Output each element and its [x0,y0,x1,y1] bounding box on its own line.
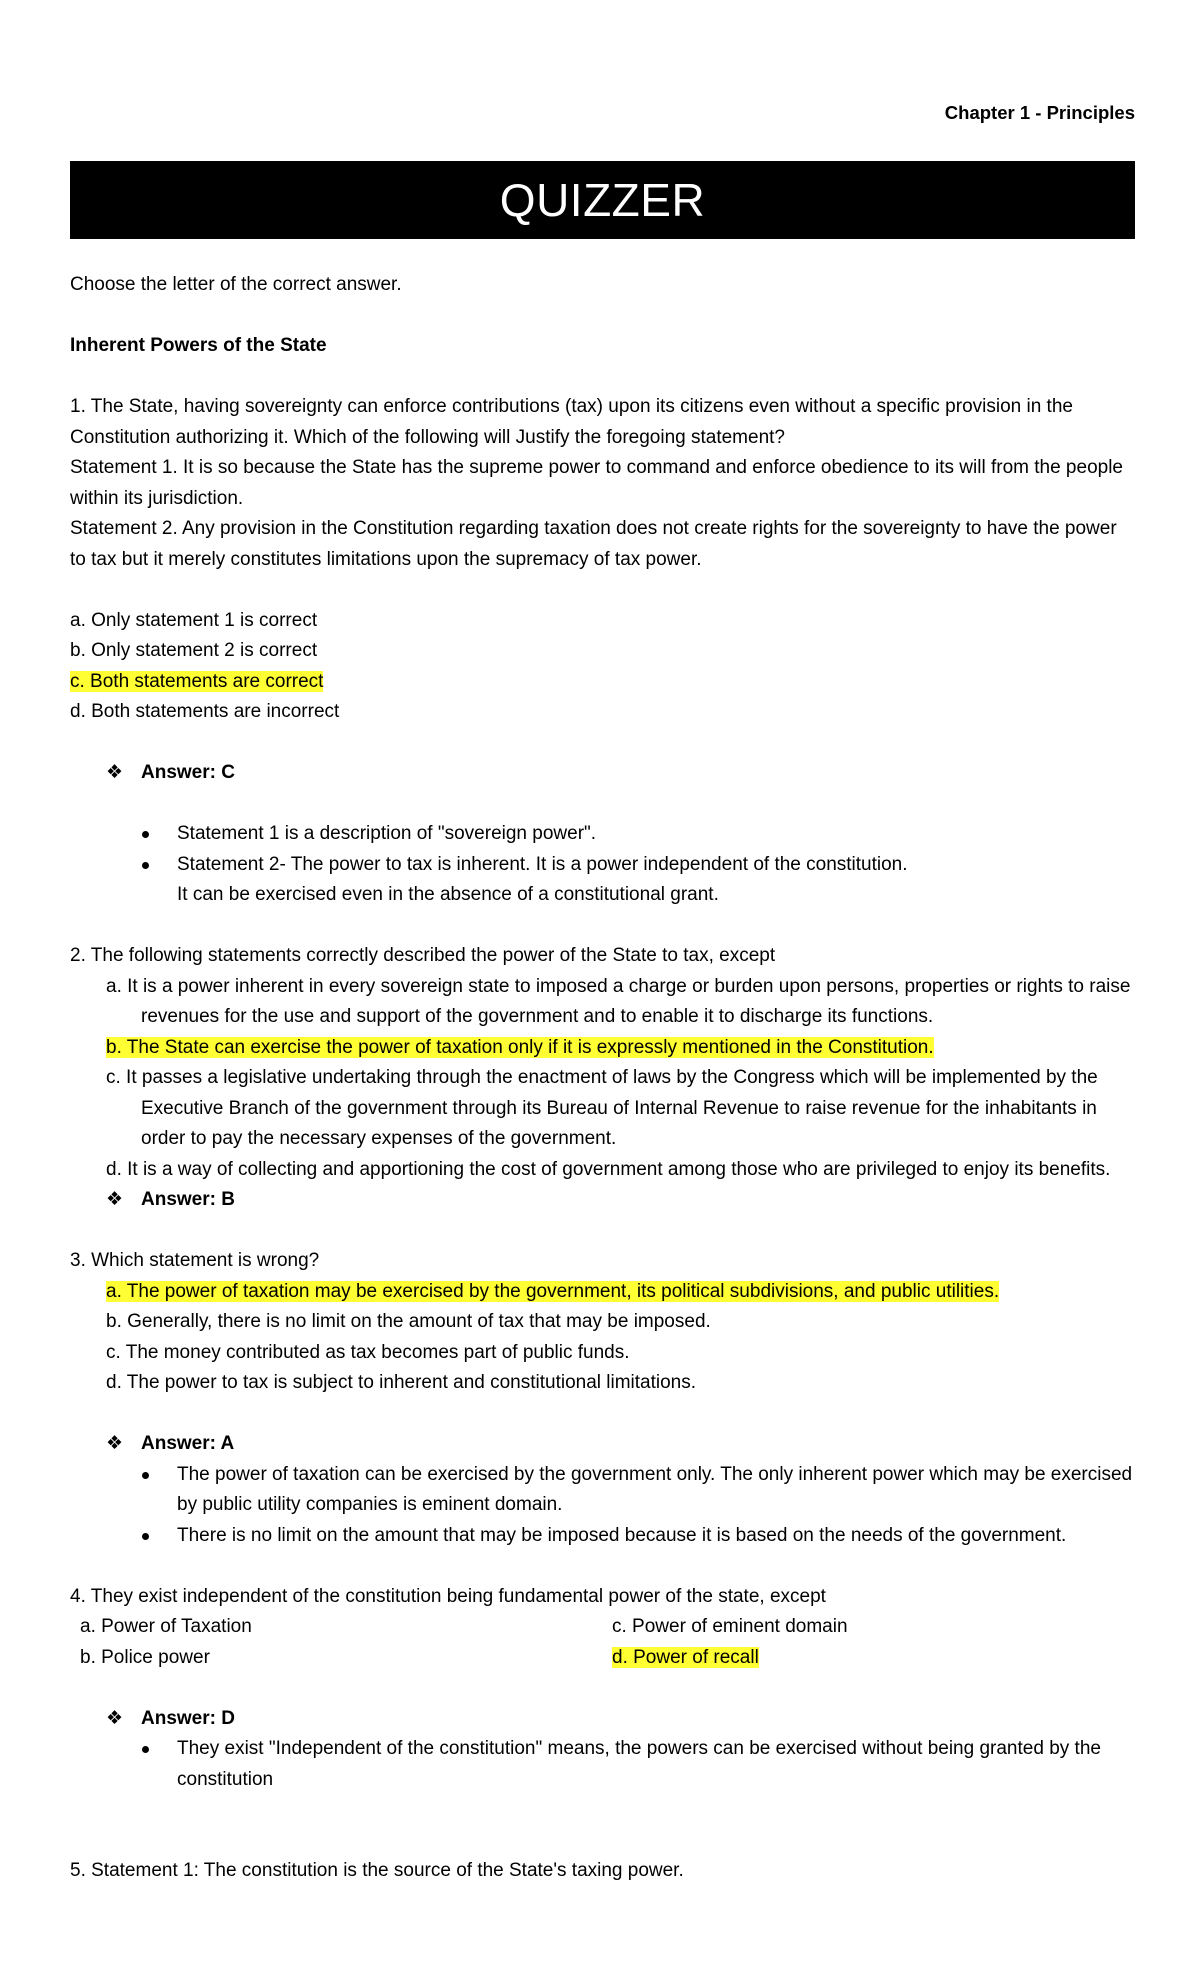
spacer [70,911,1135,942]
answer-label: Answer: D [141,1707,235,1729]
option-d: d. Both statements are incorrect [70,701,340,722]
answer-line [70,1704,1135,1735]
quizzer-banner [70,161,1135,239]
question-stem: 1. The State, having sovereignty can enforce contributions (tax) upon its citizens even without a specific provision in the Constitution authorizing it. Which of the following will Justify the foregoing statement? [70,396,1073,448]
bullet-icon [142,1533,149,1540]
option-c: c. It passes a legislative undertaking through the enactment of laws by the Congress which will be implemented by the Executive Branch of the government through its Bureau of Internal Revenue to raise revenue for the inhabitants in order to pay the necessary expenses of the government. [106,1067,1098,1149]
bullet-icon [142,1472,149,1479]
highlighted-correct-option: a. The power of taxation may be exercised by the government, its political subdivisions, and public utilities. [106,1280,1000,1302]
question-5 [70,1856,1135,1887]
option-a [70,1277,1135,1308]
highlighted-correct-option: b. The State can exercise the power of taxation only if it is expressly mentioned in the Constitution. [106,1036,934,1058]
question-2 [70,941,1135,1216]
spacer [70,1795,1135,1826]
explanation-list [70,1734,1135,1795]
highlighted-correct-option: c. Both statements are correct [70,670,324,692]
option-d: d. The power to tax is subject to inherent and constitutional limitations. [106,1372,697,1393]
diamond-bullet-icon: ❖ [106,762,124,783]
question-1 [70,392,1135,911]
question-stem: 4. They exist independent of the constitution being fundamental power of the state, except [70,1585,826,1607]
options-column-right [612,1612,1112,1673]
spacer [70,728,1135,759]
section-title: Inherent Powers of the State [70,335,327,356]
explanation-item: There is no limit on the amount that may be imposed because it is based on the needs of the government. [70,1521,1135,1552]
answer-line [70,758,1135,789]
spacer [70,1673,1135,1704]
explanation-item: Statement 2- The power to tax is inherent. It is a power independent of the constitution. [70,850,1135,881]
question-stem: 3. Which statement is wrong? [70,1250,320,1271]
statement-2: Statement 2. Any provision in the Constitution regarding taxation does not create rights for the sovereignty to have the power to tax but it merely constitutes limitations upon the supremacy of tax power. [70,518,1117,570]
option-c: c. The money contributed as tax becomes part of public funds. [106,1341,630,1363]
option-a: a. It is a power inherent in every sovereign state to imposed a charge or burden upon persons, properties or rights to raise revenues for the use and support of the government and to enable it to discharge its functions. [106,975,1131,1027]
option-d [612,1643,1112,1674]
explanation-item: The power of taxation can be exercised by the government only. The only inherent power which may be exercised by public utility companies is eminent domain. [70,1460,1135,1521]
spacer [70,301,1135,332]
options-grid [70,1612,1135,1673]
spacer [70,362,1135,393]
bullet-icon [142,831,149,838]
chapter-heading: Chapter 1 - Principles [944,102,1135,123]
option-b [70,1033,1135,1064]
banner-title: QUIZZER [499,173,706,226]
diamond-bullet-icon: ❖ [106,1707,124,1729]
question-stem: 5. Statement 1: The constitution is the source of the State's taxing power. [70,1860,684,1881]
answer-label: Answer: C [141,762,235,783]
diamond-bullet-icon: ❖ [106,1433,124,1454]
answer-label: Answer: A [141,1433,235,1454]
spacer [70,789,1135,820]
bullet-icon [142,1746,149,1753]
question-3 [70,1246,1135,1551]
answer-line [70,1429,1135,1460]
option-d: d. It is a way of collecting and apportioning the cost of government among those who are privileged to enjoy its benefits. [106,1158,1111,1180]
spacer [70,575,1135,606]
answer-label: Answer: B [141,1189,235,1210]
spacer [70,1216,1135,1247]
statement-1: Statement 1. It is so because the State has the supreme power to command and enforce obedience to its will from the people within its jurisdiction. [70,457,1123,509]
explanation-item: Statement 1 is a description of "sovereign power". [70,819,1135,850]
option-b: b. Generally, there is no limit on the amount of tax that may be imposed. [106,1311,711,1332]
spacer [70,1826,1135,1857]
spacer [70,1399,1135,1430]
question-stem: 2. The following statements correctly described the power of the State to tax, except [70,945,776,966]
bullet-icon [142,862,149,869]
highlighted-correct-option: d. Power of recall [612,1646,759,1668]
explanation-item: They exist "Independent of the constitution" means, the powers can be exercised without being granted by the constitution [70,1734,1135,1795]
options-column-left [80,1612,612,1673]
option-b: b. Police power [80,1646,210,1668]
document-body [70,270,1135,1887]
explanation-continuation: It can be exercised even in the absence of a constitutional grant. [177,884,719,905]
option-c [70,667,1135,698]
diamond-bullet-icon: ❖ [106,1189,124,1210]
answer-line [70,1185,1135,1216]
option-a: a. Only statement 1 is correct [70,609,318,631]
question-4 [70,1582,1135,1796]
explanation-list [70,1460,1135,1552]
option-a: a. Power of Taxation [80,1616,252,1637]
instructions: Choose the letter of the correct answer. [70,274,402,295]
spacer [70,1551,1135,1582]
option-b: b. Only statement 2 is correct [70,640,318,661]
option-c: c. Power of eminent domain [612,1616,848,1637]
explanation-list [70,819,1135,911]
